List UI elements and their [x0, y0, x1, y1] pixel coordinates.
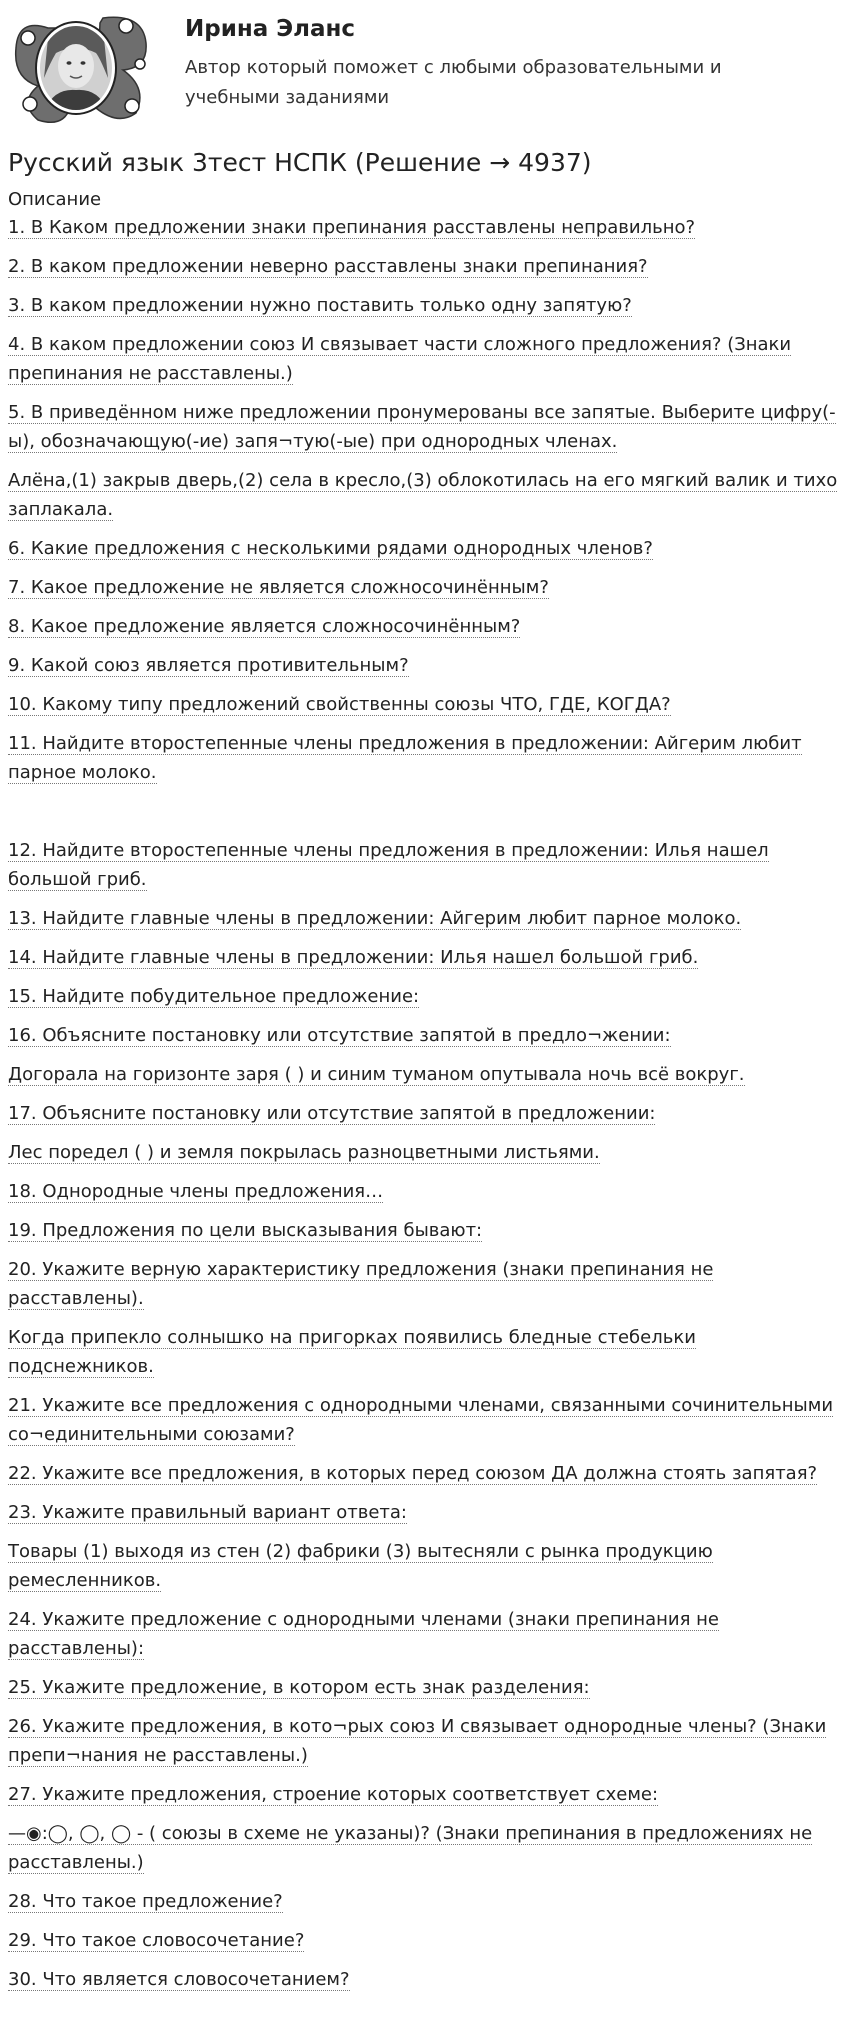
question-item: 18. Однородные члены предложения…: [8, 1181, 384, 1202]
question-item: Догорала на горизонте заря ( ) и синим туманом опутывала ночь всё вокруг.: [8, 1064, 745, 1085]
question-item: 12. Найдите второстепенные члены предложения в предложении: Илья нашел большой гриб.: [8, 840, 769, 890]
author-name[interactable]: Ирина Эланс: [185, 16, 356, 42]
question-item: 10. Какому типу предложений свойственны союзы ЧТО, ГДЕ, КОГДА?: [8, 694, 671, 715]
question-item: 7. Какое предложение не является сложносочинённым?: [8, 577, 549, 598]
question-item: 11. Найдите второстепенные члены предложения в предложении: Айгерим любит парное молоко.: [8, 733, 802, 783]
question-item: Лес поредел ( ) и земля покрылась разноцветными листьями.: [8, 1142, 600, 1163]
question-item: 8. Какое предложение является сложносочинённым?: [8, 616, 521, 637]
description-label: Описание: [8, 189, 102, 210]
question-item: 26. Укажите предложения, в кото¬рых союз И связывает однородные члены? (Знаки препи¬нания не расставлены.): [8, 1716, 827, 1766]
question-item: 16. Объясните постановку или отсутствие запятой в предло¬жении:: [8, 1025, 671, 1046]
question-item: 23. Укажите правильный вариант ответа:: [8, 1502, 407, 1523]
author-avatar: [8, 8, 150, 126]
question-item: 13. Найдите главные члены в предложении: Айгерим любит парное молоко.: [8, 908, 742, 929]
question-item: 25. Укажите предложение, в котором есть знак разделения:: [8, 1677, 590, 1698]
questions-list: [8, 213, 840, 2004]
question-item: 21. Укажите все предложения с однородными членами, связанными сочинительными со¬единительными союзами?: [8, 1395, 834, 1445]
question-item: 30. Что является словосочетанием?: [8, 1969, 350, 1990]
question-item: Когда припекло солнышко на пригорках появились бледные стебельки подснежников.: [8, 1327, 696, 1377]
question-item: 20. Укажите верную характеристику предложения (знаки препинания не расставлены).: [8, 1259, 714, 1309]
question-item: 17. Объясните постановку или отсутствие запятой в предложении:: [8, 1103, 656, 1124]
question-item: Алёна,(1) закрыв дверь,(2) села в кресло,(3) облокотилась на его мягкий валик и тихо заплакала.: [8, 470, 838, 520]
question-item: 24. Укажите предложение с однородными членами (знаки препинания не расставлены):: [8, 1609, 720, 1659]
question-item: 29. Что такое словосочетание?: [8, 1930, 305, 1951]
question-item: 19. Предложения по цели высказывания бывают:: [8, 1220, 483, 1241]
question-item: 27. Укажите предложения, строение которых соответствует схеме:: [8, 1784, 659, 1805]
question-item: 9. Какой союз является противительным?: [8, 655, 409, 676]
question-item: 28. Что такое предложение?: [8, 1891, 283, 1912]
author-description: Автор который поможет с любыми образовательными и учебными заданиями: [185, 57, 722, 108]
question-item: 15. Найдите побудительное предложение:: [8, 986, 420, 1007]
question-item: 4. В каком предложении союз И связывает части сложного предложения? (Знаки препинания не расставлены.): [8, 334, 792, 384]
question-item: 1. В Каком предложении знаки препинания расставлены неправильно?: [8, 217, 696, 238]
question-item: 14. Найдите главные члены в предложении: Илья нашел большой гриб.: [8, 947, 699, 968]
question-item: Товары (1) выходя из стен (2) фабрики (3) вытесняли с рынка продукцию ремесленников.: [8, 1541, 713, 1591]
author-card: [8, 8, 838, 128]
question-item: 5. В приведённом ниже предложении пронумерованы все запятые. Выберите цифру(-ы), обозначающую(-ие) запя¬тую(-ые) при однородных членах.: [8, 402, 836, 452]
document-title: Русский язык 3тест НСПК (Решение → 4937): [8, 148, 592, 177]
question-item: 2. В каком предложении неверно расставлены знаки препинания?: [8, 256, 648, 277]
question-item: —◉:◯, ◯, ◯ - ( союзы в схеме не указаны)? (Знаки препинания в предложениях не расставлены.): [8, 1823, 813, 1873]
question-item: 3. В каком предложении нужно поставить только одну запятую?: [8, 295, 632, 316]
question-item: 22. Укажите все предложения, в которых перед союзом ДА должна стоять запятая?: [8, 1463, 818, 1484]
question-item: 6. Какие предложения с несколькими рядами однородных членов?: [8, 538, 653, 559]
